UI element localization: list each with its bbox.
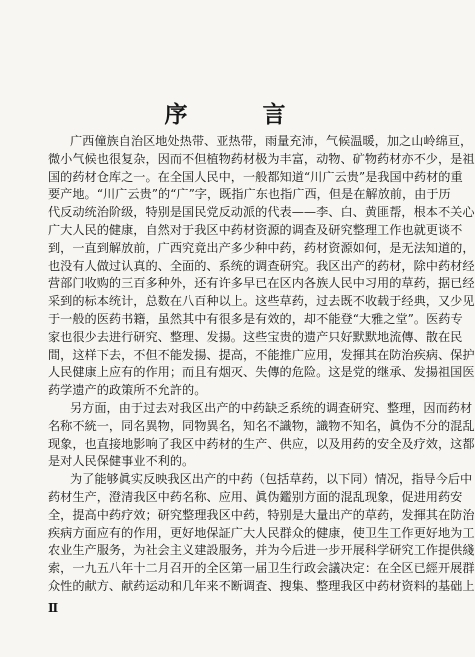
- text-line: 广大人民的健康，自然对于我区中药材资源的调查及研究整理工作也就更谈不: [48, 223, 463, 237]
- text-line: 为了能够眞实反映我区出产的中药（包括草药，以下同）情况，指导今后中: [70, 472, 473, 487]
- text-line: 现象，也直接地影响了我区中药材的生产、供应，以及用药的安全及疗效，这都: [48, 436, 475, 451]
- text-line: 是对人民保健事业不利的。: [48, 454, 195, 469]
- text-line: 代反动统治阶级，特别是国民党反动派的代表——李、白、黄匪帮，根本不关心: [48, 205, 475, 220]
- text-line: 药材生产，澄清我区中药名称、应用、眞伪鑑别方面的混乱现象，促进用药安: [48, 490, 463, 504]
- text-line: 农业生产服务，为社会主义建設服务，并为今后进一步开展科学研究工作提供綫: [48, 543, 475, 558]
- text-line: 微小气候也很复杂，因而不但植物药材极为丰富，动物、矿物药材亦不少，是祖: [48, 151, 475, 166]
- text-line: 众性的献方、献药运动和几年来不断调査、搜集、整理我区中药材资料的基础上: [48, 579, 475, 593]
- text-line: 于一般的医药书籍，虽然其中有很多是有效的，却不能登“大雅之堂”。医药专: [48, 312, 463, 326]
- page-number: Ⅱ: [48, 601, 60, 615]
- text-line: 另方面，由于过去对我区出产的中药缺乏系统的调查研究、整理，因而药材: [70, 401, 473, 415]
- page-title: 序 言: [164, 101, 312, 128]
- text-line: 国的药材仓库之一。在全国人民中，一般都知道“川广云贵”是我国中药材的重: [48, 169, 463, 184]
- text-line: 家也很少去进行研究、整理、发揚。这些宝贵的遗产只好默默地流傳、散在民: [48, 329, 463, 344]
- text-line: 采到的标本统计，总数在八百种以上。这些草药，过去既不收载于经典，又少见: [48, 294, 475, 309]
- text-line: 間，这样下去，不但不能发揚、提高，不能推广应用，发揮其在防治疾病、保护: [48, 347, 475, 362]
- text-line: 也没有人做过认真的、全面的、系统的调查研究。我区出产的药材，除中药材经: [48, 258, 475, 273]
- text-line: 营部门收购的三百多种外，还有许多早已在区内各族人民中习用的草药，据已经: [48, 276, 475, 291]
- text-line: 名称不統一，同名異物，同物異名，知名不識物，識物不知名，眞伪不分的混乱: [48, 418, 475, 433]
- text-line: 全，提高中药疗效；研究整理我区中药，特别是大量出产的草药，发揮其在防治: [48, 507, 475, 522]
- text-line: 人民健康上应有的作用；而且有烟灭、失傳的危险。这是党的继承、发揚祖国医: [48, 365, 475, 380]
- text-line: 广西僮族自治区地处热带、亚热带，雨量充沛，气候温暖，加之山岭绵亘，: [70, 134, 473, 148]
- text-line: 到，一直到解放前，广西究竟出产多少种中药，药材资源如何，是无法知道的，: [48, 240, 475, 255]
- text-line: 药学遗产的政策所不允許的。: [48, 383, 207, 398]
- text-line: 索，一九五八年十二月召开的全区第一届卫生行政会議决定：在全区已經开展群: [48, 561, 475, 576]
- text-line: 要产地。“川广云贵”的“广”字，既指广东也指广西，但是在解放前，由于历: [48, 187, 451, 202]
- text-line: 疾病方面应有的作用，更好地保証广大人民群众的健康，使卫生工作更好地为工: [48, 525, 475, 540]
